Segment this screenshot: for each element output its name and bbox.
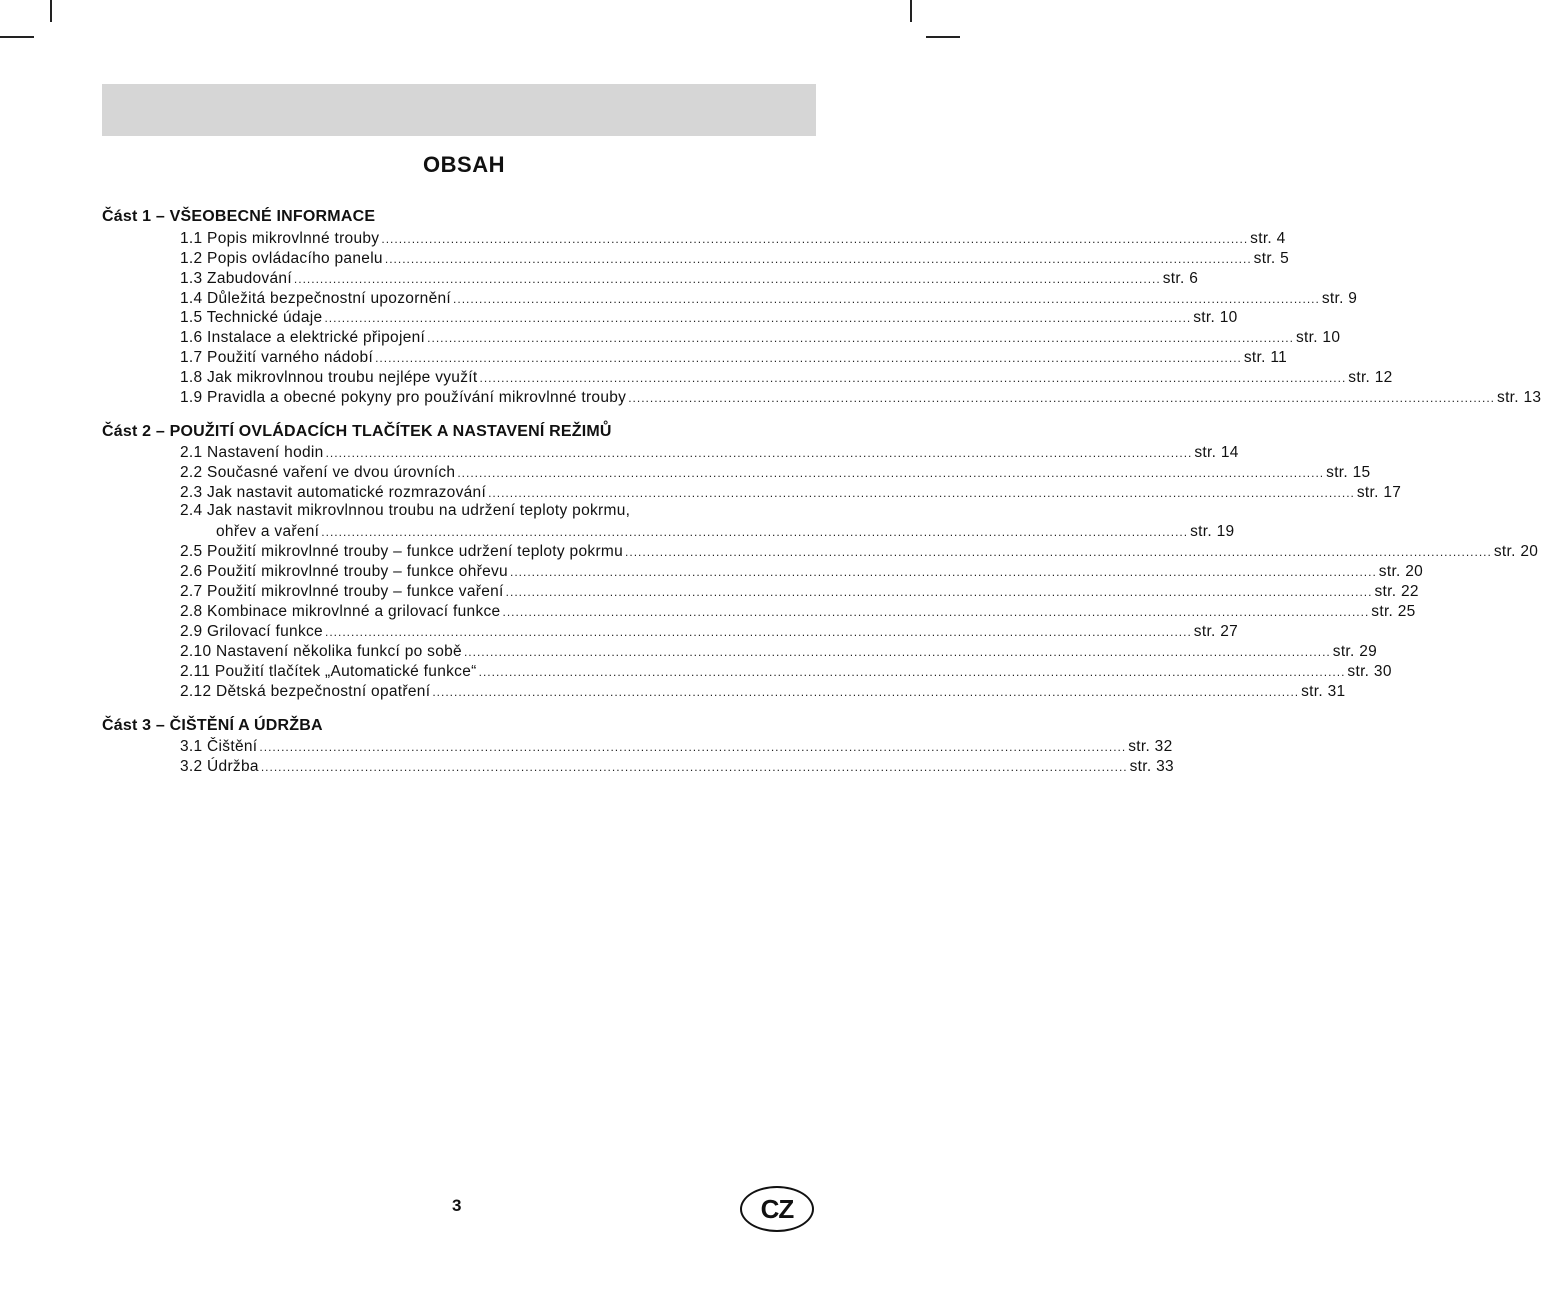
toc-entry-page: str. 4 xyxy=(1250,230,1286,247)
toc-entry-label: 1.6 Instalace a elektrické připojení xyxy=(180,329,426,346)
toc-entry-label: 1.7 Použití varného nádobí xyxy=(180,349,374,366)
toc-entry[interactable] xyxy=(180,541,1539,561)
toc-entry-label: 1.3 Zabudování xyxy=(180,270,292,287)
toc-entry[interactable] xyxy=(180,268,1199,288)
toc-entry-label: 3.2 Údržba xyxy=(180,758,259,775)
toc-entry-label: 2.8 Kombinace mikrovlnné a grilovací funkce xyxy=(180,603,501,620)
toc-entry-page: str. 33 xyxy=(1129,758,1174,775)
language-badge-label: CZ xyxy=(760,1193,794,1224)
toc-entry-label: 2.9 Grilovací funkce xyxy=(180,623,323,640)
header-band xyxy=(102,84,816,136)
leader-dots: ........................................................................................................................................................................................................ xyxy=(478,665,1346,679)
toc-entry-label: 2.5 Použití mikrovlnné trouby – funkce udržení teploty pokrmu xyxy=(180,543,624,560)
toc-entry-label: 3.1 Čištění xyxy=(180,738,258,755)
toc-entry[interactable] xyxy=(180,736,1173,756)
leader-dots: ........................................................................................................................................................................................................ xyxy=(488,486,1355,500)
leader-dots: ........................................................................................................................................................................................................ xyxy=(505,585,1373,599)
toc-entry-page: str. 20 xyxy=(1493,543,1539,560)
toc-entry-page: str. 22 xyxy=(1374,583,1419,600)
toc-entry[interactable] xyxy=(180,641,1378,661)
leader-dots: ........................................................................................................................................................................................................ xyxy=(457,466,1325,480)
toc-entry[interactable] xyxy=(180,561,1424,581)
toc-entry-label: 2.10 Nastavení několika funkcí po sobě xyxy=(180,643,462,660)
toc-entry-label: 1.1 Popis mikrovlnné trouby xyxy=(180,230,380,247)
leader-dots: ........................................................................................................................................................................................................ xyxy=(260,760,1128,774)
page-number: 3 xyxy=(452,1196,462,1215)
toc-entry-label: 2.2 Současné vaření ve dvou úrovních xyxy=(180,464,456,481)
toc-entry[interactable] xyxy=(180,228,1286,248)
toc-entry-label: 2.3 Jak nastavit automatické rozmrazování xyxy=(180,484,487,501)
toc-entry[interactable] xyxy=(180,581,1419,601)
toc-entry[interactable] xyxy=(180,462,1371,482)
toc-entry-label: 2.11 Použití tlačítek „Automatické funkce“ xyxy=(180,663,477,680)
toc-entry[interactable] xyxy=(180,307,1238,327)
toc-entry[interactable] xyxy=(180,442,1239,462)
toc-entry-page: str. 13 xyxy=(1497,389,1541,406)
toc-entry-label: 2.1 Nastavení hodin xyxy=(180,444,324,461)
leader-dots: ........................................................................................................................................................................................................ xyxy=(321,525,1189,539)
toc-entry-label: 1.9 Pravidla a obecné pokyny pro používání mikrovlnné trouby xyxy=(180,389,627,406)
toc-entry-page: str. 14 xyxy=(1194,444,1239,461)
toc-entry-page: str. 19 xyxy=(1190,523,1235,540)
section-2-heading: Část 2 – POUŽITÍ OVLÁDACÍCH TLAČÍTEK A NASTAVENÍ REŽIMŮ xyxy=(102,423,612,440)
leader-dots: ........................................................................................................................................................................................................ xyxy=(625,545,1492,559)
toc-entry-label: 1.2 Popis ovládacího panelu xyxy=(180,250,383,267)
toc-entry-page: str. 30 xyxy=(1347,663,1392,680)
crop-mark-top-left-v xyxy=(50,0,52,22)
toc-entry-page: str. 6 xyxy=(1162,270,1199,287)
section-1-heading: Část 1 – VŠEOBECNÉ INFORMACE xyxy=(102,208,376,225)
toc-entry-page: str. 25 xyxy=(1371,603,1416,620)
crop-mark-top-left-h xyxy=(0,36,34,38)
leader-dots: ........................................................................................................................................................................................................ xyxy=(509,565,1377,579)
leader-dots: ........................................................................................................................................................................................................ xyxy=(375,351,1242,365)
toc-entry-label: 1.8 Jak mikrovlnnou troubu nejlépe využít xyxy=(180,369,478,386)
toc-entry-page: str. 32 xyxy=(1128,738,1173,755)
toc-entry-continuation: ohřev a vaření xyxy=(216,523,320,540)
toc-entry[interactable] xyxy=(180,327,1341,347)
toc-entry-page: str. 31 xyxy=(1301,683,1346,700)
toc-entry-label: 2.7 Použití mikrovlnné trouby – funkce vaření xyxy=(180,583,504,600)
toc-entry-page: str. 12 xyxy=(1348,369,1393,386)
page-title: OBSAH xyxy=(423,152,505,177)
leader-dots: ........................................................................................................................................................................................................ xyxy=(324,625,1192,639)
leader-dots: ........................................................................................................................................................................................................ xyxy=(479,371,1347,385)
leader-dots: ........................................................................................................................................................................................................ xyxy=(502,605,1370,619)
toc-entry-page: str. 10 xyxy=(1193,309,1238,326)
toc-entry-page: str. 29 xyxy=(1332,643,1378,660)
leader-dots: ........................................................................................................................................................................................................ xyxy=(432,685,1300,699)
toc-entry-page: str. 11 xyxy=(1243,349,1288,366)
toc-entry-label: 1.5 Technické údaje xyxy=(180,309,323,326)
toc-entry-page: str. 27 xyxy=(1193,623,1239,640)
toc-entry-label[interactable]: 2.4 Jak nastavit mikrovlnnou troubu na udržení teploty pokrmu, xyxy=(180,502,631,519)
toc-entry[interactable] xyxy=(180,367,1393,387)
section-3-heading: Část 3 – ČIŠTĚNÍ A ÚDRŽBA xyxy=(102,717,323,734)
toc-entry[interactable] xyxy=(180,756,1174,776)
toc-entry[interactable] xyxy=(180,248,1290,268)
toc-entry[interactable] xyxy=(180,661,1392,681)
toc-entry-label: 2.12 Dětská bezpečnostní opatření xyxy=(180,683,431,700)
toc-entry[interactable] xyxy=(180,601,1416,621)
leader-dots: ........................................................................................................................................................................................................ xyxy=(293,272,1161,286)
toc-entry[interactable] xyxy=(180,347,1288,367)
crop-mark-top-right-v xyxy=(910,0,912,22)
toc-entry[interactable] xyxy=(180,288,1358,308)
toc-entry-page: str. 20 xyxy=(1378,563,1424,580)
toc-entry-page: str. 17 xyxy=(1356,484,1402,501)
toc-entry-page: str. 9 xyxy=(1321,290,1358,307)
toc-entry[interactable] xyxy=(180,482,1402,502)
language-badge xyxy=(740,1186,814,1232)
leader-dots: ........................................................................................................................................................................................................ xyxy=(259,740,1127,754)
crop-mark-top-right-h xyxy=(926,36,960,38)
leader-dots: ........................................................................................................................................................................................................ xyxy=(427,331,1294,345)
leader-dots: ........................................................................................................................................................................................................ xyxy=(628,391,1496,405)
toc-entry[interactable] xyxy=(216,521,1235,541)
leader-dots: ........................................................................................................................................................................................................ xyxy=(381,232,1249,246)
leader-dots: ........................................................................................................................................................................................................ xyxy=(324,311,1192,325)
leader-dots: ........................................................................................................................................................................................................ xyxy=(463,645,1331,659)
toc-entry-page: str. 5 xyxy=(1253,250,1290,267)
leader-dots: ........................................................................................................................................................................................................ xyxy=(384,252,1252,266)
toc-entry[interactable] xyxy=(180,681,1346,701)
toc-entry-label: 1.4 Důležitá bezpečnostní upozornění xyxy=(180,290,452,307)
toc-entry-page: str. 10 xyxy=(1295,329,1341,346)
leader-dots: ........................................................................................................................................................................................................ xyxy=(453,292,1320,306)
leader-dots: ........................................................................................................................................................................................................ xyxy=(325,446,1193,460)
toc-entry-label: 2.6 Použití mikrovlnné trouby – funkce ohřevu xyxy=(180,563,508,580)
toc-entry-page: str. 15 xyxy=(1326,464,1371,481)
toc-entry[interactable] xyxy=(180,387,1541,407)
toc-entry[interactable] xyxy=(180,621,1239,641)
